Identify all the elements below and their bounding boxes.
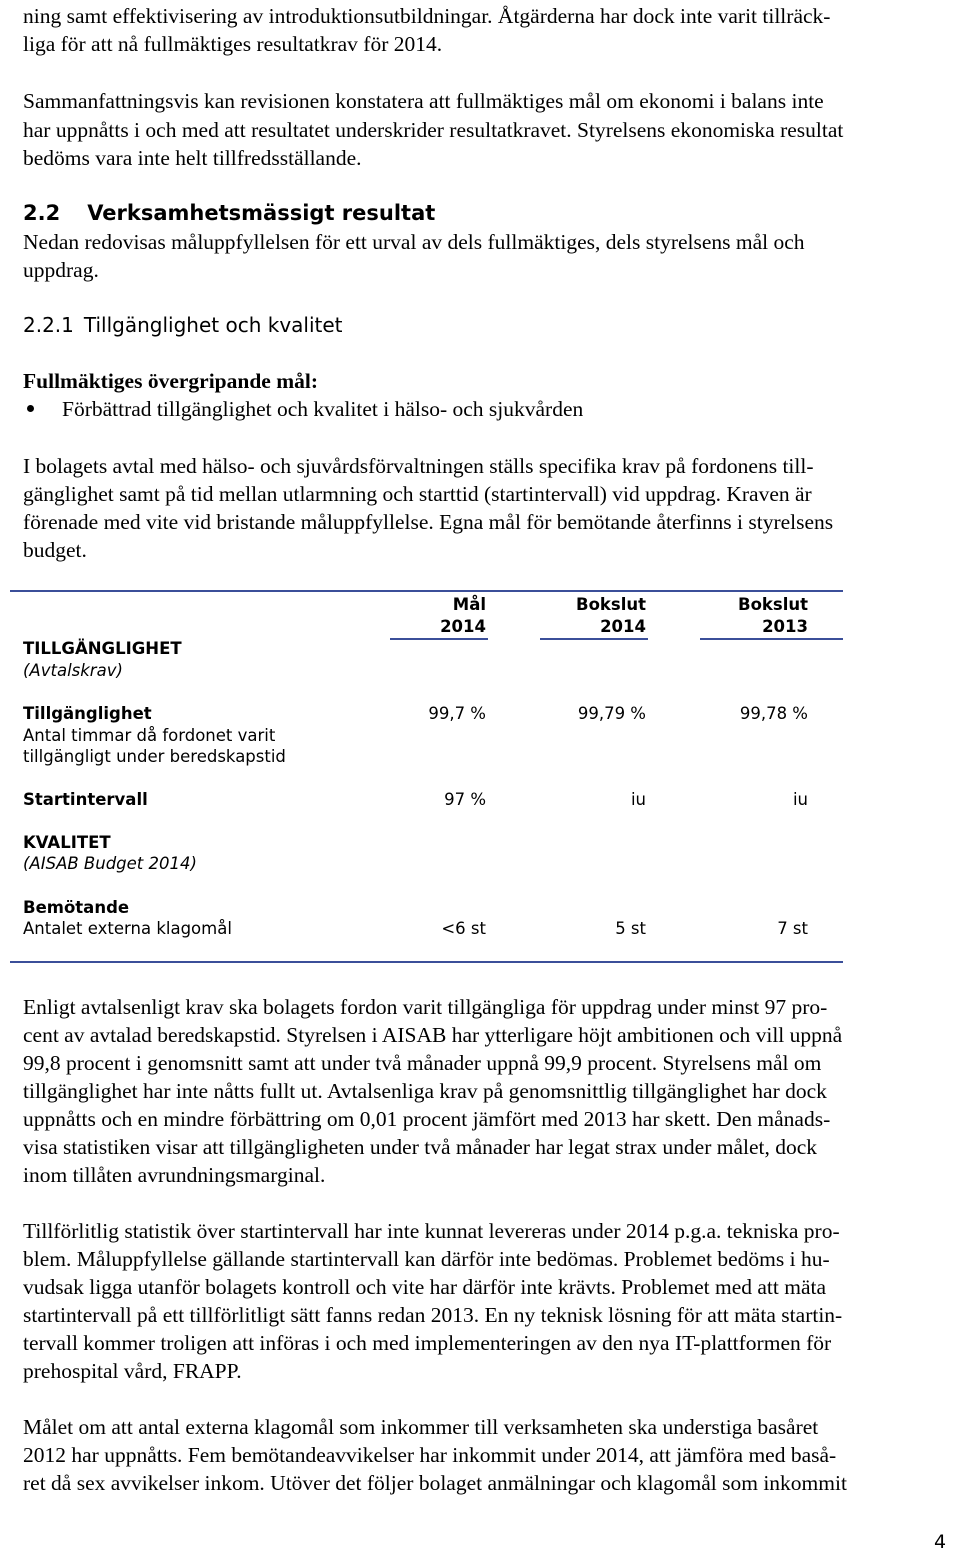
para1-line: cent av avtalad beredskapstid. Styrelsen i AISAB har ytterligare höjt ambitionen och vill uppnå xyxy=(23,1023,843,1047)
cell-value: <6 st xyxy=(441,919,486,938)
bullet-dot xyxy=(27,405,34,412)
subsection-title: Tillgänglighet och kvalitet xyxy=(83,313,343,337)
cell-value: 5 st xyxy=(615,919,646,938)
summary-line: Sammanfattningsvis kan revisionen konstatera att fullmäktiges mål om ekonomi i balans inte xyxy=(23,89,824,113)
para3-line: 2012 har uppnåtts. Fem bemötandeavvikelser har inkommit under 2014, att jämföra med baså- xyxy=(23,1443,837,1467)
group-title-availability: TILLGÄNGLIGHET xyxy=(23,639,182,658)
para1-line: 99,8 procent i genomsnitt samt att under två månader uppnå 99,9 procent. Styrelsens mål om xyxy=(23,1051,822,1075)
goal-bullet-text: Förbättrad tillgänglighet och kvalitet i hälso- och sjukvården xyxy=(62,397,584,421)
para3-line: Målet om att antal externa klagomål som inkommer till verksamheten ska understiga basåret xyxy=(23,1415,819,1439)
row-desc-availability: tillgängligt under beredskapstid xyxy=(23,747,286,766)
cell-value: 7 st xyxy=(777,919,808,938)
para2-line: vudsak ligga utanför bolagets kontroll och vite har därför inte krävts. Problemet med att mäta xyxy=(23,1275,827,1299)
summary-line: bedöms vara inte helt tillfredsställande. xyxy=(23,146,362,170)
cell-value: 99,78 % xyxy=(739,704,808,723)
para1-line: visa statistiken visar att tillgängligheten under två månader har legat strax under målet, dock xyxy=(23,1135,818,1159)
header-underline xyxy=(540,638,648,640)
group-subtitle-quality: (AISAB Budget 2014) xyxy=(23,854,197,873)
subsection-number: 2.2.1 xyxy=(23,313,74,337)
intro-line: liga för att nå fullmäktiges resultatkrav för 2014. xyxy=(23,32,443,56)
header-underline xyxy=(700,638,843,640)
row-label-start-interval: Startintervall xyxy=(23,790,148,809)
row-label-availability: Tillgänglighet xyxy=(23,704,152,723)
table-top-rule xyxy=(10,590,843,592)
para1-line: tillgänglighet har inte nåtts fullt ut. Avtalsenliga krav på genomsnittlig tillgänglighet har dock xyxy=(23,1079,827,1103)
goals-heading: Fullmäktiges övergripande mål: xyxy=(23,369,319,393)
para1-line: uppnåtts och en mindre förbättring om 0,01 procent jämfört med 2013 har skett. Den månads- xyxy=(23,1107,831,1131)
page-number: 4 xyxy=(934,1531,947,1553)
para1-line: inom tillåten avrundningsmarginal. xyxy=(23,1163,326,1187)
para2-line: startintervall på ett tillförlitligt sätt fanns redan 2013. En ny teknisk lösning för att mäta startin- xyxy=(23,1303,843,1327)
row-label-treatment: Bemötande xyxy=(23,898,130,917)
col-header-result-2013: Bokslut 2013 xyxy=(738,595,808,636)
cell-value: 99,79 % xyxy=(577,704,646,723)
para3-line: ret då sex avvikelser inkom. Utöver det följer bolaget anmälningar och klagomål som inkommit xyxy=(23,1471,847,1495)
cell-value: 97 % xyxy=(444,790,486,809)
row-desc-treatment: Antalet externa klagomål xyxy=(23,919,232,938)
intro-line: ning samt effektivisering av introduktionsutbildningar. Åtgärderna har dock inte varit tillräck- xyxy=(23,4,831,28)
para1-line: Enligt avtalsenligt krav ska bolagets fordon varit tillgängliga för uppdrag under minst 97 pro- xyxy=(23,995,828,1019)
section-number: 2.2 xyxy=(23,201,61,225)
col-header-goal: Mål 2014 xyxy=(440,595,486,636)
group-title-quality: KVALITET xyxy=(23,833,111,852)
para2-line: blem. Måluppfyllelse gällande startintervall kan därför inte bedömas. Problemet bedöms i hu- xyxy=(23,1247,830,1271)
cell-value: iu xyxy=(630,790,646,809)
group-subtitle-availability: (Avtalskrav) xyxy=(23,661,123,680)
subsection-heading xyxy=(23,311,343,339)
header-underline xyxy=(390,638,488,640)
para2-line: tervall kommer troligen att införas i och med implementeringen av den nya IT-plattformen för xyxy=(23,1331,832,1355)
summary-line: har uppnåtts i och med att resultatet underskrider resultatkravet. Styrelsens ekonomiska resultat xyxy=(23,118,844,142)
table-bottom-rule xyxy=(10,961,843,963)
section-intro-line: Nedan redovisas måluppfyllelsen för ett urval av dels fullmäktiges, dels styrelsens mål och xyxy=(23,230,805,254)
section-title: Verksamhetsmässigt resultat xyxy=(87,201,436,225)
section-heading xyxy=(23,199,435,227)
agreement-line: gänglighet samt på tid mellan utlarmning och starttid (startintervall) vid uppdrag. Kraven är xyxy=(23,482,812,506)
agreement-line: budget. xyxy=(23,538,87,562)
para2-line: Tillförlitlig statistik över startintervall har inte kunnat levereras under 2014 p.g.a. tekniska pro- xyxy=(23,1219,840,1243)
agreement-line: förenade med vite vid bristande måluppfyllelse. Egna mål för bemötande återfinns i styrelsens xyxy=(23,510,834,534)
section-intro-line: uppdrag. xyxy=(23,258,99,282)
cell-value: 99,7 % xyxy=(428,704,486,723)
col-header-result-2014: Bokslut 2014 xyxy=(576,595,646,636)
agreement-line: I bolagets avtal med hälso- och sjuvårdsförvaltningen ställs specifika krav på fordonens till- xyxy=(23,454,814,478)
para2-line: prehospital vård, FRAPP. xyxy=(23,1359,242,1383)
cell-value: iu xyxy=(792,790,808,809)
row-desc-availability: Antal timmar då fordonet varit xyxy=(23,726,276,745)
